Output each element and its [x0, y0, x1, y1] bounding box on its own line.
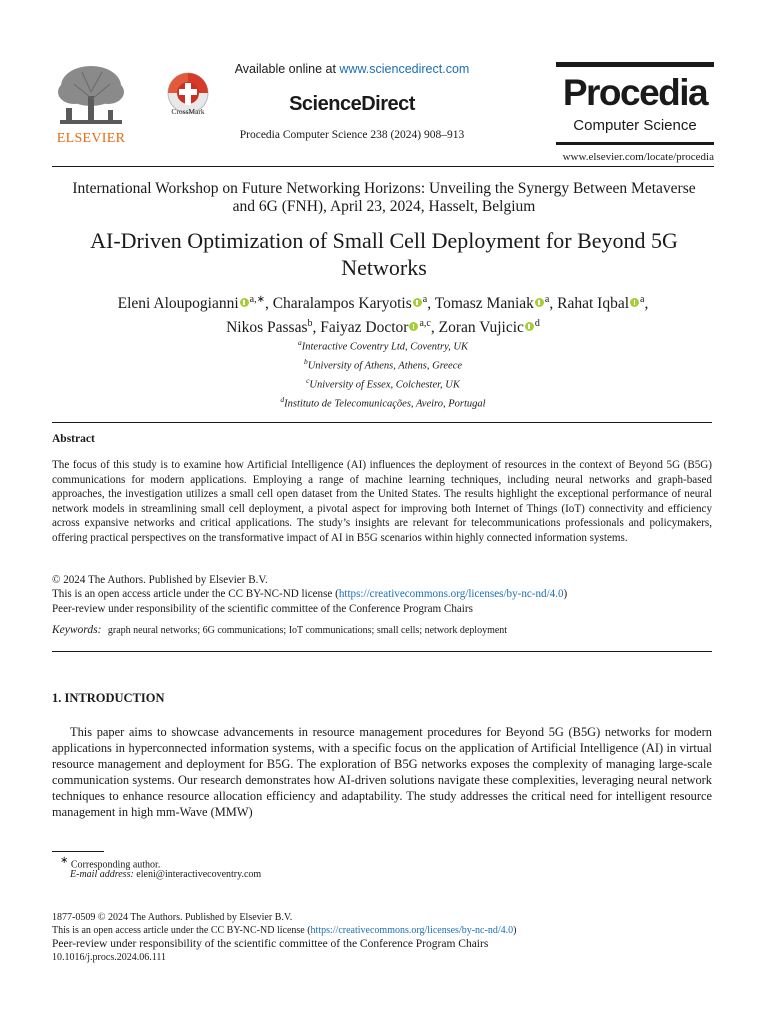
affiliation — [52, 393, 714, 412]
paper-title: AI-Driven Optimization of Small Cell Deployment for Beyond 5G Networks — [90, 228, 678, 280]
introduction-text: This paper aims to showcase advancements in resource management procedures for Beyond 5G (B5G) networks for modern applications in hyperconnected information systems, with a specific focus on the application of Artificial Intelligence (AI) in virtual resource management and deployment for B5G. The exploration of B5G networks exposes the complexity of managing large-scale communication systems. Our research demonstrates how AI-driven solutions navigate these complexities, leveraging neural network techniques to enhance resource allocation efficiency and adaptability. The study addresses the critical need for intelligent resource management in high mm-Wave (MMW) — [52, 725, 712, 819]
workshop-name: International Workshop on Future Networking Horizons: Unveiling the Synergy Between Metaverse and 6G (FNH), April 23, 2024, Hasselt, Belgium — [72, 180, 696, 215]
orcid-icon[interactable] — [413, 298, 422, 307]
peer-review-line: Peer-review under responsibility of the scientific committee of the Conference Program Chairs — [52, 602, 473, 615]
introduction-heading: 1. INTRODUCTION — [52, 691, 165, 705]
affiliation — [52, 336, 714, 355]
author-affiliation-marker: a — [544, 294, 550, 305]
procedia-subtitle: Computer Science — [573, 117, 697, 134]
footer-license-suffix: ) — [513, 925, 517, 936]
footer-license-prefix: This is an open access article under the CC BY-NC-ND license ( — [52, 925, 311, 936]
issn-line — [52, 912, 292, 923]
author-separator: , — [430, 319, 439, 337]
keywords-line — [52, 624, 712, 636]
author — [320, 319, 438, 336]
author-name: Nikos Passas — [226, 319, 308, 337]
orcid-icon[interactable] — [409, 322, 418, 331]
author-separator: , — [264, 295, 273, 313]
abstract-text: The focus of this study is to examine how Artificial Intelligence (AI) influences the deployment of resources in the context of Beyond 5G (B5G) communications for modern applications. Employing a range of machine learning techniques, including neural networks and graph-based approaches, the investigation utilizes a small cell open dataset from the United States. The results highlight the exceptional performance of neural network models in streamlining small cell deployment, a pivotal aspect for improving both Internet of Things (IoT) connectivity and efficiency across expansive networks and critical applications. The study’s insights are relevant for telecommunications professionals and policymakers, offering practical perspectives on the transformative impact of AI in B5G scenarios within highly connected information systems. — [52, 459, 712, 544]
affiliation-text: University of Essex, Colchester, UK — [309, 379, 460, 391]
author — [435, 295, 557, 312]
email-label: E-mail address: — [70, 869, 134, 880]
abstract-top-rule — [52, 422, 712, 423]
author — [557, 295, 648, 312]
email-address[interactable]: eleni@interactivecoventry.com — [136, 869, 262, 880]
author-separator: , — [644, 295, 649, 313]
sciencedirect-link[interactable]: www.sciencedirect.com — [339, 62, 470, 76]
author-separator: , — [312, 319, 321, 337]
affiliation-marker: c — [306, 376, 310, 385]
license-link[interactable]: https://creativecommons.org/licenses/by-nc-nd/4.0 — [338, 588, 564, 601]
header-divider — [52, 166, 714, 167]
footnote-rule — [52, 851, 104, 852]
author-name: Rahat Iqbal — [557, 295, 630, 313]
footer-license-line — [52, 925, 516, 936]
issn: 1877-0509 — [52, 912, 96, 923]
affiliation-list — [52, 336, 714, 412]
author-name: Tomasz Maniak — [434, 295, 534, 313]
author — [118, 295, 273, 312]
sciencedirect-brand: ScienceDirect — [289, 93, 415, 115]
affiliation-marker: a — [298, 338, 302, 347]
author-list — [52, 290, 714, 338]
affiliation-text: University of Athens, Athens, Greece — [307, 360, 463, 372]
author-affiliation-marker: a,∗ — [249, 294, 265, 305]
author-name: Eleni Aloupogianni — [117, 295, 239, 313]
affiliation-marker: b — [303, 357, 308, 366]
copyright-line: © 2024 The Authors. Published by Elsevier B.V. — [52, 574, 268, 586]
email-note — [70, 869, 261, 880]
author-affiliation-marker: a — [640, 294, 645, 305]
author-separator: , — [549, 295, 558, 313]
journal-reference: Procedia Computer Science 238 (2024) 908–913 — [239, 129, 465, 141]
available-online — [222, 62, 482, 76]
doi[interactable]: 10.1016/j.procs.2024.06.111 — [52, 952, 166, 963]
author — [273, 295, 435, 312]
abstract-bottom-rule — [52, 651, 712, 652]
affiliation-marker: d — [280, 395, 285, 404]
license-line — [52, 587, 712, 601]
elsevier-wordmark: ELSEVIER — [56, 131, 126, 146]
license-suffix: ) — [563, 588, 568, 601]
orcid-icon[interactable] — [535, 298, 544, 307]
footer-copyright: © 2024 The Authors. Published by Elsevier B.V. — [97, 912, 293, 923]
orcid-icon[interactable] — [240, 298, 249, 307]
keywords-text: graph neural networks; 6G communications; IoT communications; small cells; network deployment — [107, 625, 508, 636]
author — [226, 319, 320, 336]
crossmark-label: CrossMark — [171, 107, 205, 116]
corresponding-author-text: Corresponding author. — [70, 859, 161, 871]
procedia-top-rule — [556, 62, 714, 67]
author-name: Zoran Vujicic — [438, 319, 524, 337]
author-name: Charalampos Karyotis — [272, 295, 412, 313]
author-separator: , — [427, 295, 435, 313]
affiliation-text: Interactive Coventry Ltd, Coventry, UK — [301, 341, 468, 353]
author-affiliation-marker: a,c — [419, 318, 431, 330]
footer-peer-review: Peer-review under responsibility of the scientific committee of the Conference Program Chairs — [52, 938, 489, 950]
affiliation-text: Instituto de Telecomunicações, Aveiro, Portugal — [284, 398, 486, 410]
author-affiliation-marker: a — [422, 294, 428, 305]
author-name: Faiyaz Doctor — [320, 319, 409, 337]
procedia-logo — [556, 62, 714, 146]
footer-license-link[interactable]: https://creativecommons.org/licenses/by-nc-nd/4.0 — [310, 925, 514, 936]
author-affiliation-marker: d — [534, 318, 540, 330]
orcid-icon[interactable] — [525, 322, 534, 331]
journal-locate-url[interactable]: www.elsevier.com/locate/procedia — [562, 151, 714, 163]
keywords-label: Keywords: — [52, 624, 102, 636]
affiliation — [52, 374, 714, 393]
abstract-heading: Abstract — [52, 433, 95, 445]
copyright-block — [52, 573, 712, 616]
procedia-title: Procedia — [562, 72, 708, 113]
author — [439, 319, 540, 336]
affiliation — [52, 355, 714, 374]
available-prefix: Available online at — [234, 62, 336, 76]
footnote-marker: ∗ — [60, 855, 69, 866]
procedia-bottom-rule — [556, 142, 714, 145]
orcid-icon[interactable] — [630, 298, 639, 307]
license-prefix: This is an open access article under the CC BY-NC-ND license ( — [52, 588, 339, 601]
author-affiliation-marker: b — [307, 318, 313, 330]
